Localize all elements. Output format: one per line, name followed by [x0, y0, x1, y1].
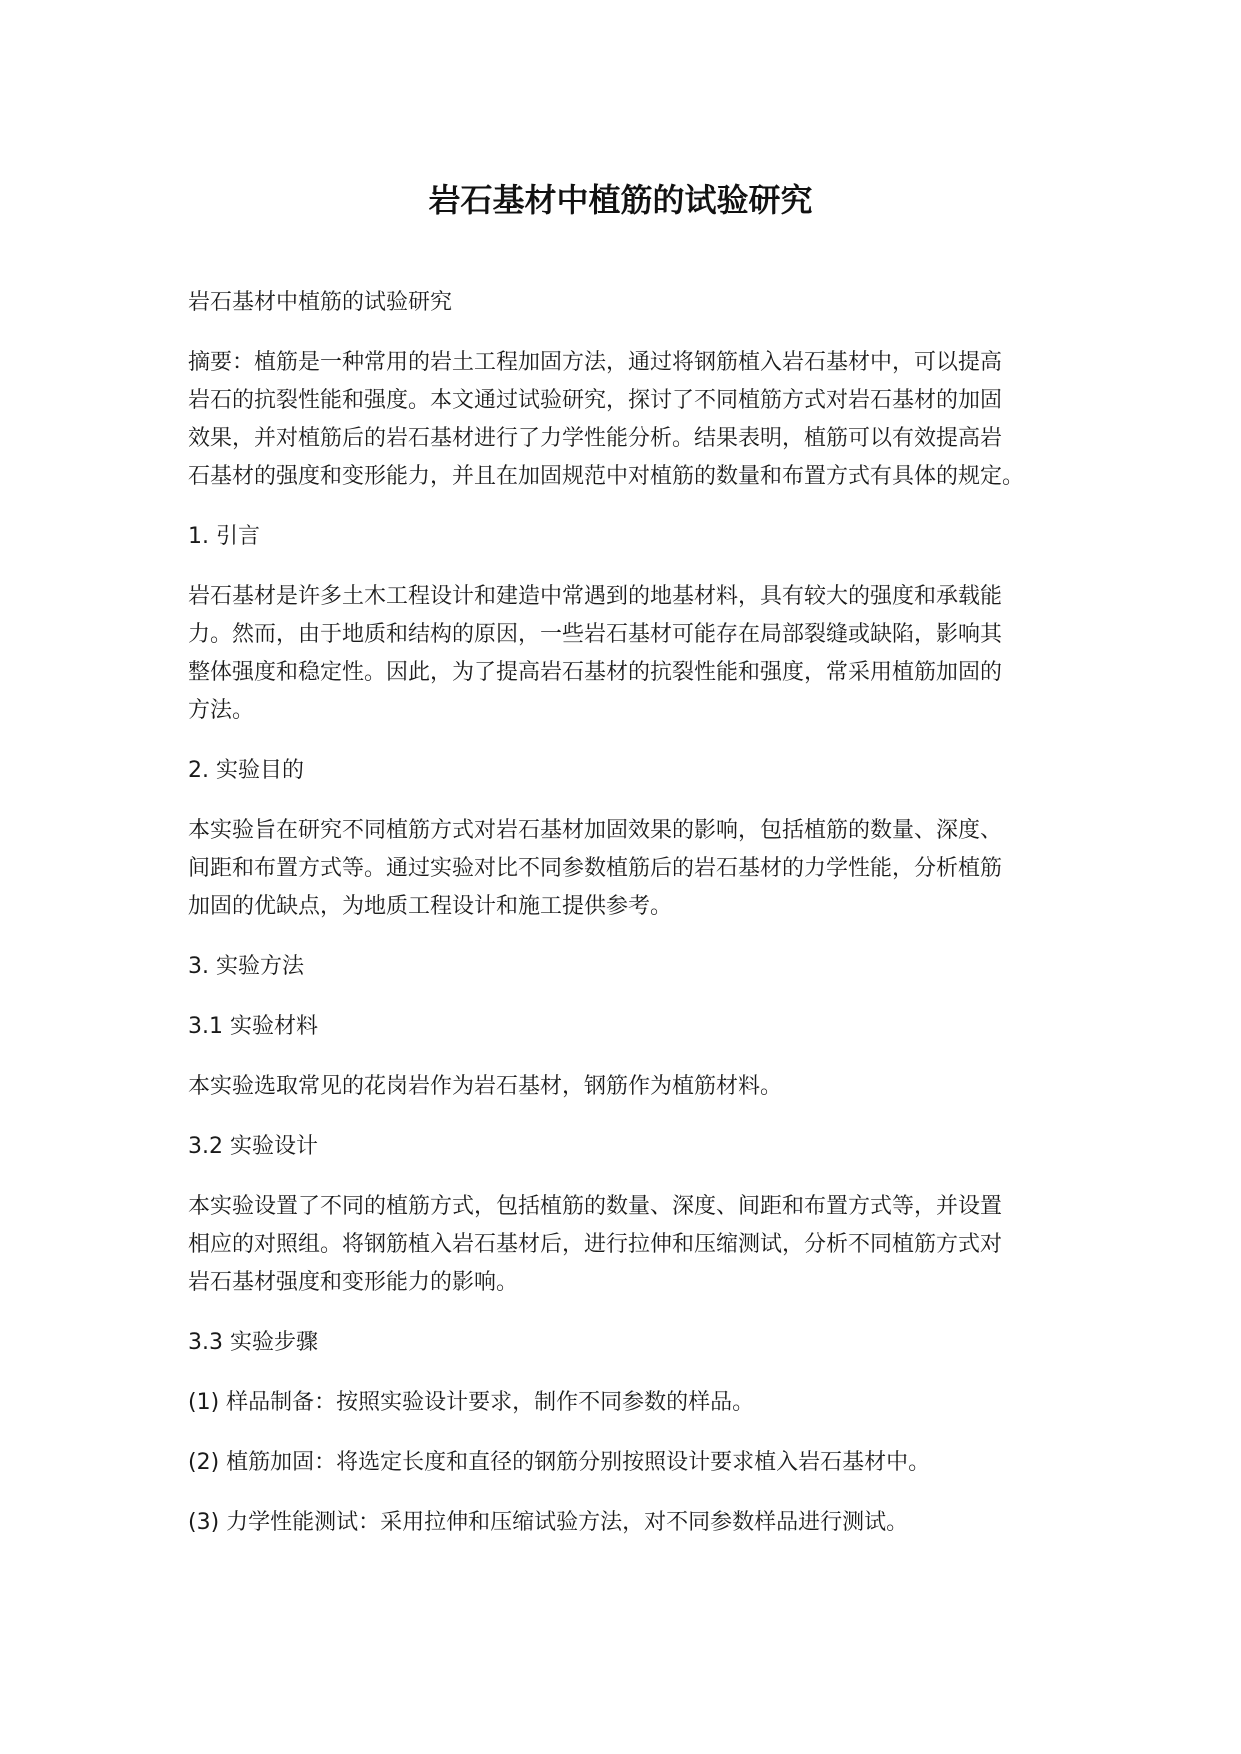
paragraph-line: 力。然而，由于地质和结构的原因，一些岩石基材可能存在局部裂缝或缺陷，影响其	[188, 622, 1003, 647]
design-paragraph	[188, 1188, 1068, 1302]
paragraph-line: 岩石基材是许多土木工程设计和建造中常遇到的地基材料，具有较大的强度和承载能	[188, 584, 1003, 609]
step-item: (3) 力学性能测试：采用拉伸和压缩试验方法，对不同参数样品进行测试。	[188, 1510, 909, 1535]
introduction-paragraph	[188, 578, 1068, 730]
abstract-paragraph	[188, 344, 1068, 496]
abstract-line: 岩石的抗裂性能和强度。本文通过试验研究，探讨了不同植筋方式对岩石基材的加固	[188, 388, 1003, 413]
step-item: (1) 样品制备：按照实验设计要求，制作不同参数的样品。	[188, 1390, 755, 1415]
step-item: (2) 植筋加固：将选定长度和直径的钢筋分别按照设计要求植入岩石基材中。	[188, 1450, 931, 1475]
paragraph-line: 相应的对照组。将钢筋植入岩石基材后，进行拉伸和压缩测试，分析不同植筋方式对	[188, 1232, 1003, 1257]
paragraph-line: 本实验设置了不同的植筋方式，包括植筋的数量、深度、间距和布置方式等，并设置	[188, 1194, 1003, 1219]
paragraph-line: 岩石基材强度和变形能力的影响。	[188, 1270, 519, 1295]
abstract-line: 摘要：植筋是一种常用的岩土工程加固方法，通过将钢筋植入岩石基材中，可以提高	[188, 350, 1003, 375]
paragraph-line: 本实验选取常见的花岗岩作为岩石基材，钢筋作为植筋材料。	[188, 1074, 783, 1099]
section-heading-purpose: 2. 实验目的	[188, 758, 304, 783]
subtitle: 岩石基材中植筋的试验研究	[188, 290, 453, 315]
abstract-line: 效果，并对植筋后的岩石基材进行了力学性能分析。结果表明，植筋可以有效提高岩	[188, 426, 1003, 451]
section-heading-introduction: 1. 引言	[188, 524, 260, 549]
document-title: 岩石基材中植筋的试验研究	[428, 181, 813, 219]
paragraph-line: 加固的优缺点，为地质工程设计和施工提供参考。	[188, 894, 673, 919]
paragraph-line: 间距和布置方式等。通过实验对比不同参数植筋后的岩石基材的力学性能，分析植筋	[188, 856, 1003, 881]
section-heading-steps: 3.3 实验步骤	[188, 1330, 318, 1355]
abstract-line: 石基材的强度和变形能力，并且在加固规范中对植筋的数量和布置方式有具体的规定。	[188, 464, 1025, 489]
section-heading-materials: 3.1 实验材料	[188, 1014, 318, 1039]
paragraph-line: 整体强度和稳定性。因此，为了提高岩石基材的抗裂性能和强度，常采用植筋加固的	[188, 660, 1003, 685]
section-heading-design: 3.2 实验设计	[188, 1134, 318, 1159]
paragraph-line: 方法。	[188, 698, 255, 723]
purpose-paragraph	[188, 812, 1068, 926]
materials-paragraph	[188, 1068, 1068, 1106]
paragraph-line: 本实验旨在研究不同植筋方式对岩石基材加固效果的影响，包括植筋的数量、深度、	[188, 818, 1003, 843]
document-body	[188, 284, 1068, 1542]
section-heading-method: 3. 实验方法	[188, 954, 304, 979]
